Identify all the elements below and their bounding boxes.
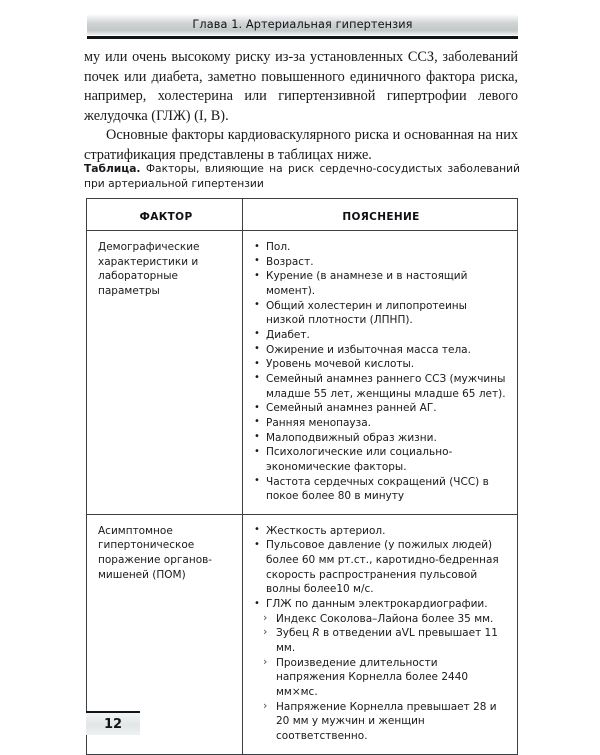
chapter-title: Глава 1. Артериальная гипертензия bbox=[192, 18, 413, 31]
list-item: • Частота сердечных сокращений (ЧСС) в покое более 80 в минуту bbox=[253, 475, 509, 504]
bullet-list-demographic bbox=[253, 240, 509, 504]
running-header-band bbox=[87, 14, 518, 35]
list-item: • Психологические или социально-экономические факторы. bbox=[253, 445, 509, 474]
folio-box bbox=[86, 713, 140, 735]
wave-symbol-r: R bbox=[312, 627, 320, 640]
body-text-block bbox=[84, 48, 518, 166]
list-item: • Семейный анамнез раннего ССЗ (мужчины младше 55 лет, женщины младше 65 лет). bbox=[253, 372, 509, 401]
table-row bbox=[87, 231, 517, 515]
table-caption bbox=[84, 161, 520, 192]
factor-label: Демографические характеристики и лабораторные параметры bbox=[98, 241, 200, 297]
list-item: • Жесткость артериол. bbox=[253, 524, 509, 539]
table-header-cell-explanation bbox=[243, 199, 517, 230]
column-header-explanation: ПОЯСНЕНИЕ bbox=[342, 211, 420, 223]
sub-list-item: › Напряжение Корнелла превышает 28 и 20 мм у мужчин и женщин соответственно. bbox=[261, 700, 509, 744]
list-item: • Возраст. bbox=[253, 255, 509, 270]
list-item: • Малоподвижный образ жизни. bbox=[253, 431, 509, 446]
header-divider-rule bbox=[87, 36, 518, 39]
risk-factors-table bbox=[86, 198, 518, 755]
sub-list-item: › Произведение длительности напряжения Корнелла более 2440 мм×мс. bbox=[261, 656, 509, 700]
bullet-list-target-organ bbox=[253, 524, 509, 612]
list-item: • Ожирение и избыточная масса тела. bbox=[253, 343, 509, 358]
list-item: • Общий холестерин и липопротеины низкой плотности (ЛПНП). bbox=[253, 299, 509, 328]
sub-list-item bbox=[261, 626, 509, 655]
sub-list-item: › Индекс Соколова–Лайона более 35 мм. bbox=[261, 612, 509, 627]
table-caption-text: Факторы, влияющие на риск сердечно-сосудистых заболеваний при артериальной гипертензии bbox=[84, 162, 520, 191]
body-paragraph-1: му или очень высокому риску из-за установленных ССЗ, заболеваний почек или диабета, заметно повышенного единичного фактора риска, например, холестерина или гипертензивной гипертрофии левого желудочка (ГЛЖ) (I, B). bbox=[84, 49, 518, 124]
table-cell-explanation-demographic bbox=[243, 231, 517, 514]
table-row bbox=[87, 515, 517, 754]
sub-list-item-suffix: в отведении aVL превышает 11 мм. bbox=[276, 627, 498, 655]
column-header-factor: ФАКТОР bbox=[139, 211, 193, 223]
list-item: • Диабет. bbox=[253, 328, 509, 343]
list-item: • ГЛЖ по данным электрокардиографии. bbox=[253, 597, 509, 612]
list-item: • Пол. bbox=[253, 240, 509, 255]
table-caption-label: Таблица. bbox=[84, 162, 141, 175]
list-item: • Пульсовое давление (у пожилых людей) более 60 мм рт.ст., каротидно-бедренная скорость распространения пульсовой волны более10 м/с. bbox=[253, 538, 509, 597]
body-paragraph-2: Основные факторы кардиоваскулярного риска и основанная на них стратификация представлены в таблицах ниже. bbox=[84, 127, 518, 163]
table-cell-factor-demographic bbox=[87, 231, 243, 514]
page-number: 12 bbox=[103, 716, 123, 732]
list-item: • Семейный анамнез ранней АГ. bbox=[253, 401, 509, 416]
list-item: • Курение (в анамнезе и в настоящий момент). bbox=[253, 269, 509, 298]
sub-bullet-list-ecg-criteria bbox=[253, 612, 509, 744]
table-cell-explanation-target-organ bbox=[243, 515, 517, 754]
list-item: • Уровень мочевой кислоты. bbox=[253, 357, 509, 372]
factor-label: Асимптомное гипертоническое поражение органов-мишеней (ПОМ) bbox=[98, 524, 213, 581]
table-header-row bbox=[87, 199, 517, 231]
table-header-cell-factor bbox=[87, 199, 243, 230]
list-item: • Ранняя менопауза. bbox=[253, 416, 509, 431]
sub-list-item-prefix: Зубец bbox=[276, 627, 313, 640]
